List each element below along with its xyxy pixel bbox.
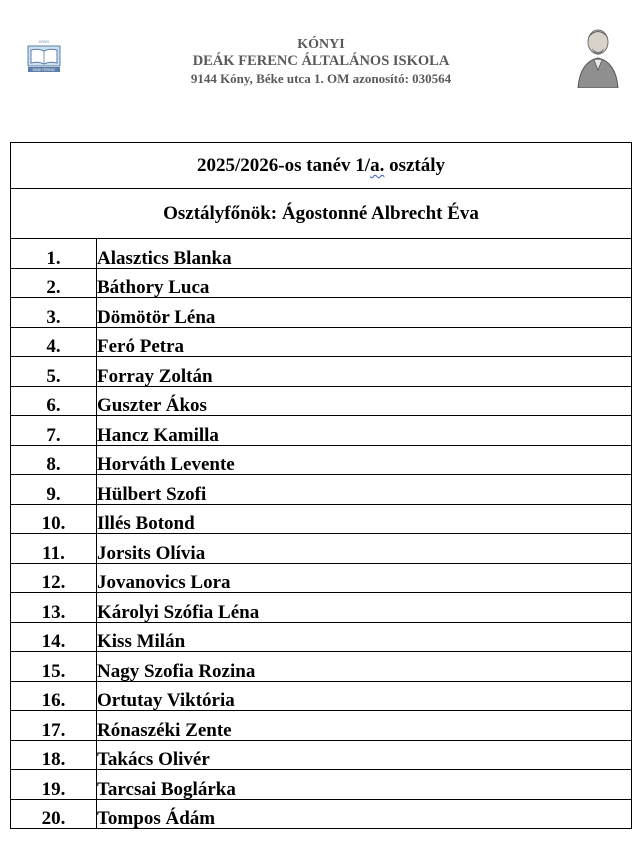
row-number: 4. <box>11 327 97 357</box>
table-row <box>11 357 632 387</box>
table-row <box>11 652 632 682</box>
row-number: 20. <box>11 799 97 829</box>
table-row <box>11 445 632 475</box>
table-row <box>11 770 632 800</box>
class-list-table <box>10 142 632 829</box>
row-number: 18. <box>11 740 97 770</box>
class-title <box>11 143 632 189</box>
table-row <box>11 504 632 534</box>
student-name: Takács Olivér <box>97 740 632 770</box>
student-name: Tarcsai Boglárka <box>97 770 632 800</box>
table-title-row <box>11 143 632 189</box>
school-name-line2: DEÁK FERENC ÁLTALÁNOS ISKOLA <box>192 53 450 69</box>
table-row <box>11 593 632 623</box>
student-name: Károlyi Szófia Léna <box>97 593 632 623</box>
student-name: Illés Botond <box>97 504 632 534</box>
table-row <box>11 799 632 829</box>
student-name: Alasztics Blanka <box>97 239 632 269</box>
row-number: 5. <box>11 357 97 387</box>
table-row <box>11 740 632 770</box>
table-row <box>11 268 632 298</box>
student-name: Guszter Ákos <box>97 386 632 416</box>
table-row <box>11 327 632 357</box>
class-teacher: Osztályfőnök: Ágostonné Albrecht Éva <box>11 189 632 239</box>
school-name-line1: KÓNYI <box>297 37 345 52</box>
row-number: 13. <box>11 593 97 623</box>
table-row <box>11 563 632 593</box>
row-number: 9. <box>11 475 97 505</box>
letterhead <box>0 0 642 110</box>
table-row <box>11 622 632 652</box>
student-name: Tompos Ádám <box>97 799 632 829</box>
row-number: 15. <box>11 652 97 682</box>
logo-text-bottom: DEÁK FERENC <box>32 68 56 72</box>
row-number: 17. <box>11 711 97 741</box>
class-title-marked: a. <box>370 155 385 176</box>
row-number: 10. <box>11 504 97 534</box>
row-number: 3. <box>11 298 97 328</box>
row-number: 1. <box>11 239 97 269</box>
student-name: Dömötör Léna <box>97 298 632 328</box>
student-name: Hancz Kamilla <box>97 416 632 446</box>
row-number: 2. <box>11 268 97 298</box>
logo-text-top: KÓNYI <box>39 40 49 44</box>
class-title-suffix: osztály <box>384 155 446 176</box>
class-title-prefix: 2025/2026-os tanév 1/ <box>196 155 371 176</box>
table-row <box>11 298 632 328</box>
row-number: 12. <box>11 563 97 593</box>
student-name: Báthory Luca <box>97 268 632 298</box>
table-row <box>11 386 632 416</box>
table-row <box>11 475 632 505</box>
portrait-image <box>570 22 626 88</box>
school-address: 9144 Kóny, Béke utca 1. OM azonosító: 030564 <box>190 71 452 86</box>
student-name: Forray Zoltán <box>97 357 632 387</box>
row-number: 16. <box>11 681 97 711</box>
row-number: 14. <box>11 622 97 652</box>
table-row <box>11 534 632 564</box>
table-row <box>11 239 632 269</box>
table-row <box>11 416 632 446</box>
student-name: Rónaszéki Zente <box>97 711 632 741</box>
student-name: Ortutay Viktória <box>97 681 632 711</box>
student-name: Feró Petra <box>97 327 632 357</box>
row-number: 11. <box>11 534 97 564</box>
student-name: Nagy Szofia Rozina <box>97 652 632 682</box>
row-number: 8. <box>11 445 97 475</box>
row-number: 7. <box>11 416 97 446</box>
row-number: 6. <box>11 386 97 416</box>
student-name: Hülbert Szofi <box>97 475 632 505</box>
row-number: 19. <box>11 770 97 800</box>
student-name: Kiss Milán <box>97 622 632 652</box>
teacher-row <box>11 189 632 239</box>
student-name: Jovanovics Lora <box>97 563 632 593</box>
table-row <box>11 711 632 741</box>
student-name: Horváth Levente <box>97 445 632 475</box>
student-name: Jorsits Olívia <box>97 534 632 564</box>
table-row <box>11 681 632 711</box>
